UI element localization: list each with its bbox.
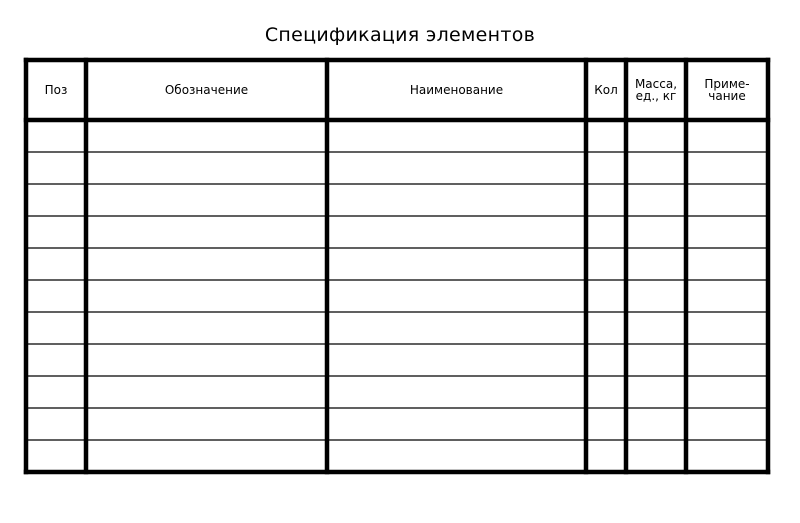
page-title: Спецификация элементов (264, 24, 536, 46)
column-header-qty: Кол (594, 83, 618, 97)
column-header-pos: Поз (44, 83, 68, 97)
column-header-note: Приме- (704, 77, 750, 91)
column-header-mass: Масса, (634, 77, 678, 91)
column-header-note: чание (708, 89, 746, 103)
column-header-name: Наименование (409, 83, 504, 97)
column-header-mass: ед., кг (635, 89, 677, 103)
column-header-designation: Обозначение (164, 83, 249, 97)
